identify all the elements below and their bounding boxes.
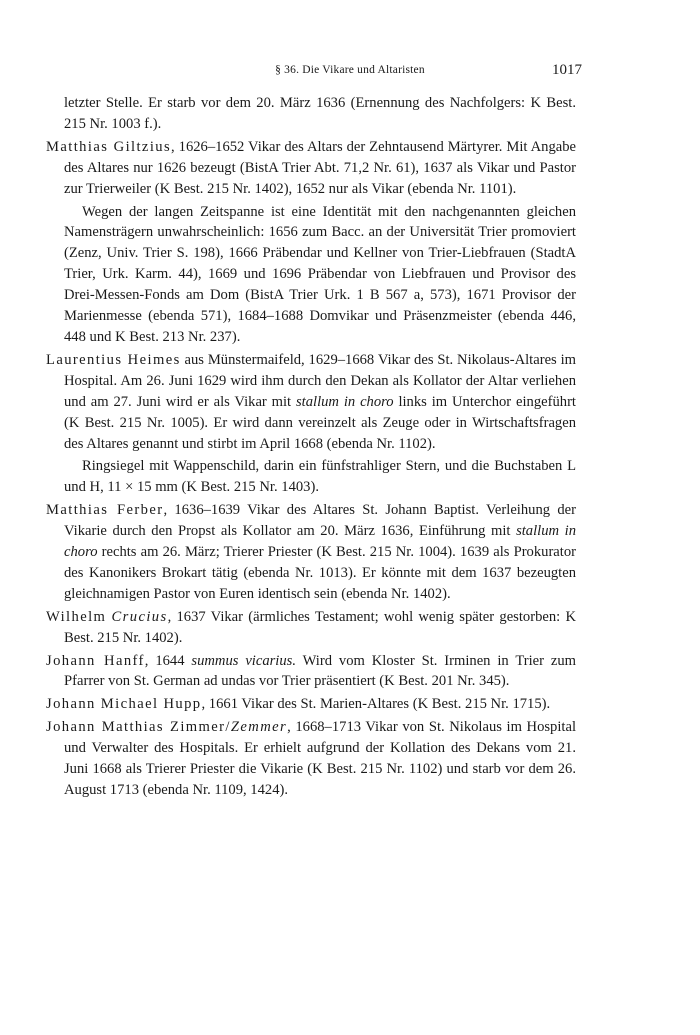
entry-name-variant: Zemmer <box>230 719 288 736</box>
entry-text: rechts am 26. März; Trierer Priester (K Best. 215 Nr. 1004). 1639 als Prokurator des Kanonikers Brokart tätig (ebenda Nr. 1013). Er könnte mit dem 1637 bezeugten gleichnamigen Pastor von Euren identisch sein (ebenda Nr. 1402). <box>64 544 576 602</box>
entry-name-variant: Crucius <box>111 608 168 625</box>
entry-hupp <box>46 694 576 715</box>
entry-name: Laurentius Heimes <box>46 351 181 368</box>
entry-heimes-seal: Ringsiegel mit Wappenschild, darin ein fünfstrahliger Stern, und die Buchstaben L und H, 11 × 15 mm (K Best. 215 Nr. 1403). <box>64 458 576 496</box>
entry-name: Johann Matthias Zimmer/ <box>46 719 231 736</box>
running-head: § 36. Die Vikare und Altaristen <box>275 64 425 76</box>
entry-heimes <box>46 350 576 455</box>
entry-name: Matthias Giltzius <box>46 138 172 155</box>
continuation-paragraph <box>46 93 576 135</box>
latin-phrase: summus vicarius. <box>191 652 296 669</box>
entry-text: aus Münstermaifeld, 1629–1668 Vikar des St. Nikolaus-Altares im Hospital. Am 26. Juni 1629 wird ihm durch den Dekan als Kollator der Altar verliehen und am 27. Juni wird er als Vikar mit <box>64 351 577 410</box>
entry-text: , 1636–1639 Vikar des Altares St. Johann Baptist. Verleihung der Vikarie durch den Propst als Kollator am 20. März 1636, Einführung mit <box>64 502 576 540</box>
entry-crucius <box>46 607 576 649</box>
entry-hanff <box>46 651 576 693</box>
page-number: 1017 <box>552 62 582 78</box>
entry-giltzius <box>46 137 576 200</box>
entry-text: Wird vom Kloster St. Irminen in Trier zum Pfarrer von St. German ad undas vor Trier präsentiert (K Best. 201 Nr. 345). <box>64 652 576 690</box>
entry-name: Johann Michael Hupp <box>46 696 202 713</box>
entry-text: , 1644 <box>144 652 192 669</box>
entry-text: links im Unterchor eingeführt (K Best. 215 Nr. 1005). Er wird dann vereinzelt als Zeuge oder in Wirtschaftsfragen des Altares genannt und stirbt im April 1668 (ebenda Nr. 1102). <box>64 393 576 452</box>
entry-name: Matthias Ferber <box>46 502 164 519</box>
body-text <box>46 93 576 803</box>
entry-text: , 1668–1713 Vikar von St. Nikolaus im Hospital und Verwalter des Hospitals. Er erhielt aufgrund der Kollation des Dekans vom 21. Juni 1668 als Trierer Priester die Vikarie (K Best. 215 Nr. 1102) und starb vor dem 26. August 1713 (ebenda Nr. 1109, 1424). <box>64 719 576 798</box>
latin-phrase: stallum in choro <box>296 393 394 410</box>
entry-text: , 1637 Vikar (ärmliches Testament; wohl wenig später gestorben: K Best. 215 Nr. 1402). <box>64 608 576 646</box>
entry-ferber <box>46 500 576 605</box>
entry-text: , 1626–1652 Vikar des Altars der Zehntausend Märtyrer. Mit Angabe des Altares nur 1626 bezeugt (BistA Trier Abt. 71,2 Nr. 61), 1637 als Vikar und Pastor zur Trierweiler (K Best. 215 Nr. 1402), 1652 nur als Vikar (ebenda Nr. 1101). <box>64 138 576 197</box>
entry-text: letzter Stelle. Er starb vor dem 20. März 1636 (Ernennung des Nachfolgers: K Best. 215 Nr. 1003 f.). <box>64 95 576 132</box>
entry-text: , 1661 Vikar des St. Marien-Altares (K Best. 215 Nr. 1715). <box>201 696 551 713</box>
entry-name: Johann Hanff <box>46 652 145 669</box>
entry-giltzius-note: Wegen der langen Zeitspanne ist eine Identität mit den nachgenannten gleichen Namensträgern unwahrscheinlich: 1656 zum Bacc. an der Universität Trier promoviert (Zenz, Univ. Trier S. 198), 1666 Präbendar und Kellner von Trier-Liebfrauen (StadtA Trier, Urk. Karm. 44), 1669 und 1696 Präbendar von Liebfrauen und Provisor des Drei-Messen-Fonds am Dom (BistA Trier Urk. 1 B 567 a, 573), 1671 Provisor der Marienmesse (ebenda 571), 1684–1688 Domvikar und Präsenzmeister (ebenda 446, 448 und K Best. 213 Nr. 237). <box>64 203 576 345</box>
entry-zimmer <box>46 717 576 801</box>
page-header <box>0 62 700 84</box>
entry-name: Wilhelm <box>46 608 107 625</box>
latin-phrase: stallum in choro <box>64 523 576 561</box>
